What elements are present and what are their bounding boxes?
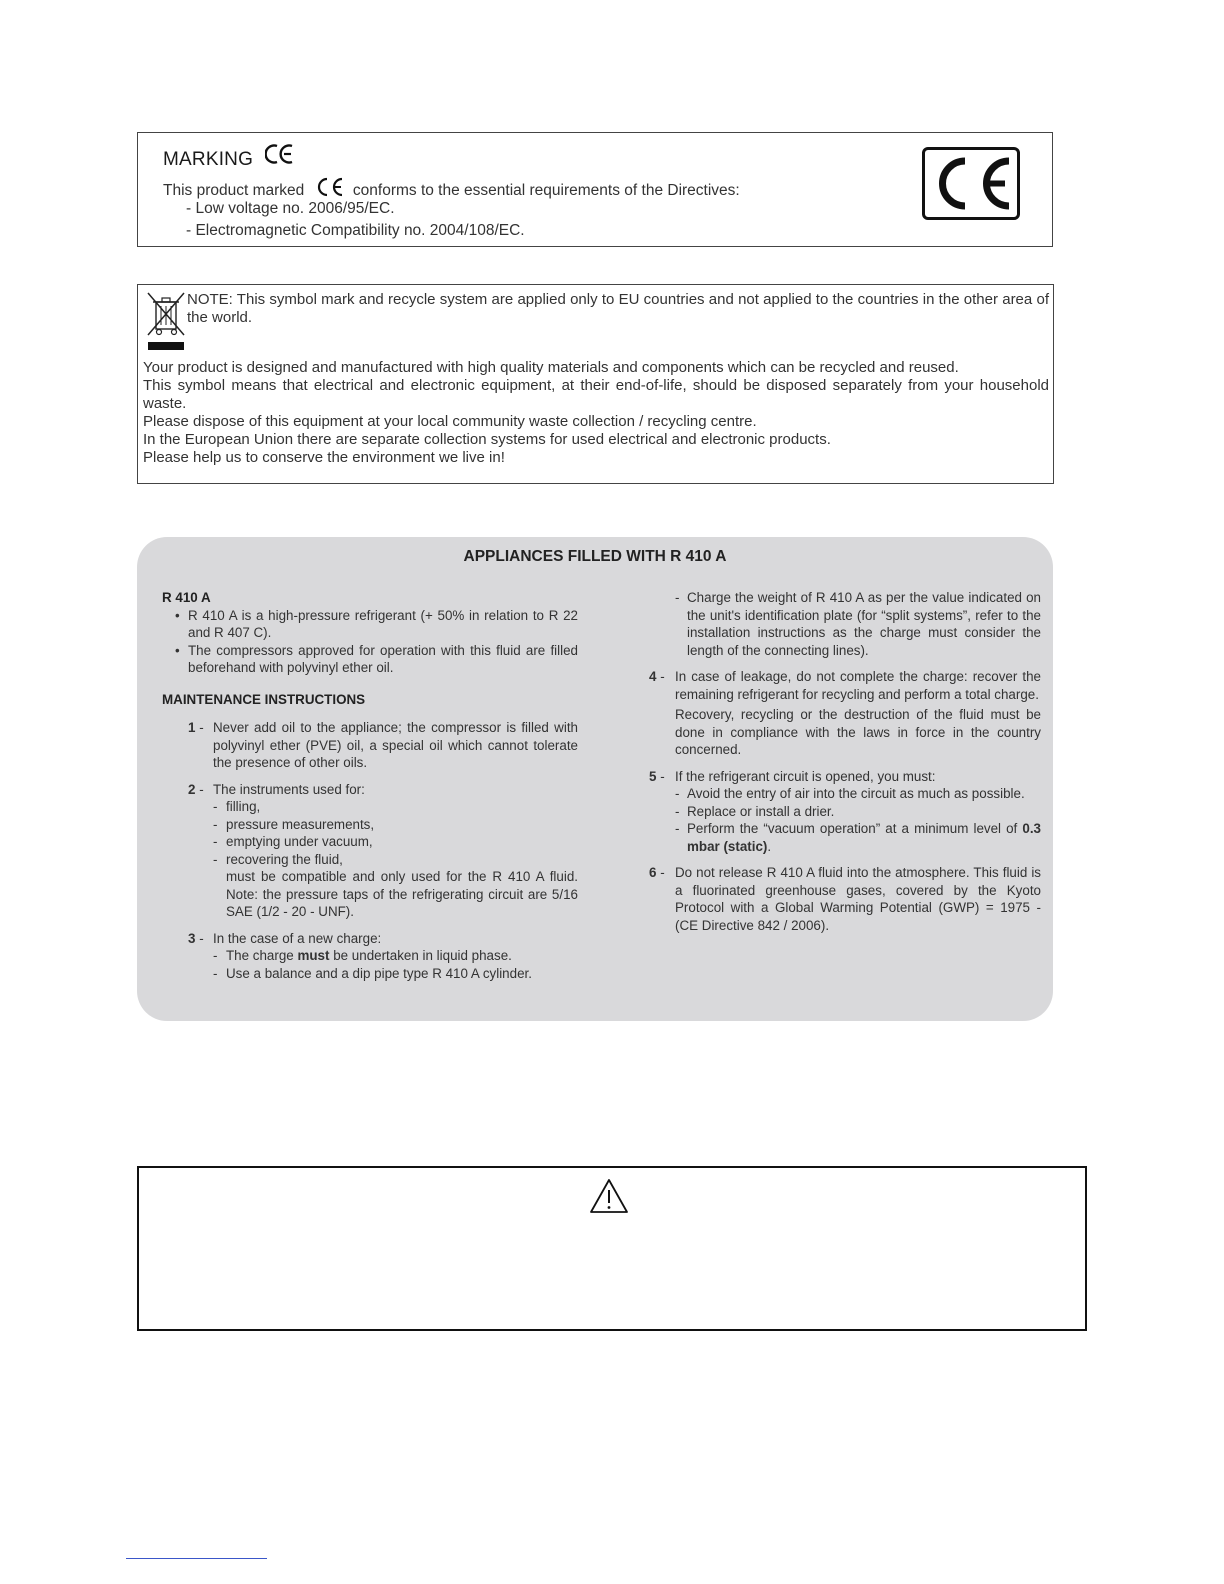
sub-item: - filling, <box>213 799 261 814</box>
item-text: Never add oil to the appliance; the compressor is filled with polyvinyl ether (PVE) oil, a special oil which cannot tolerate the presence of other oils. <box>213 720 578 770</box>
maintenance-item-3 <box>162 930 578 948</box>
crossed-bin-icon <box>144 289 188 339</box>
maintenance-heading: MAINTENANCE INSTRUCTIONS <box>162 691 366 707</box>
item-text: In case of leakage, do not complete the charge: recover the remaining refrigerant for recycling and perform a total charge. <box>675 669 1041 702</box>
sub-item: - pressure measurements, <box>213 816 375 832</box>
marking-title <box>163 143 295 171</box>
sub-item: - Replace or install a drier. <box>675 803 835 819</box>
item-number: 1 - <box>188 720 204 735</box>
recycle-paragraph: This symbol means that electrical and electronic equipment, at their end-of-life, should be disposed separately from your household waste. <box>143 377 1049 412</box>
item-number: 4 - <box>649 669 665 684</box>
recycle-paragraph: Please help us to conserve the environment we live in! <box>143 449 505 466</box>
sub-item: - emptying under vacuum, <box>213 834 373 849</box>
sub-item: - The charge must be undertaken in liquid phase. <box>213 948 512 963</box>
r410a-title: APPLIANCES FILLED WITH R 410 A <box>463 548 727 565</box>
recycle-paragraph: Your product is designed and manufactured with high quality materials and components which can be recycled and reused. <box>143 359 959 376</box>
maintenance-item-5 <box>649 768 1041 786</box>
warning-triangle-icon <box>589 1178 629 1214</box>
r410a-bullet <box>162 642 578 677</box>
item-text: The instruments used for: <box>213 781 365 797</box>
recycle-body <box>143 359 1049 467</box>
item-number: 3 - <box>188 930 204 946</box>
r410a-heading: R 410 A <box>162 590 211 605</box>
marking-title-text: MARKING <box>163 149 254 170</box>
directive-emc: - Electromagnetic Compatibility no. 2004/108/EC. <box>186 222 525 239</box>
marking-sentence-end: conforms to the essential requirements of the Directives: <box>352 182 740 199</box>
maintenance-item-6 <box>649 864 1041 934</box>
recycle-note: NOTE: This symbol mark and recycle system are applied only to EU countries and not applied to the countries in the other area of the world. <box>187 291 1049 326</box>
recycle-paragraph: Please dispose of this equipment at your local community waste collection / recycling centre. <box>143 413 757 430</box>
marking-sentence-start: This product marked <box>163 182 305 199</box>
sub-item: - Use a balance and a dip pipe type R 410 A cylinder. <box>213 965 532 981</box>
item-text: In the case of a new charge: <box>213 930 382 946</box>
recycle-paragraph: In the European Union there are separate collection systems for used electrical and electronic products. <box>143 431 831 448</box>
bin-underline-bar <box>148 342 184 350</box>
bullet-text: The compressors approved for operation with this fluid are filled beforehand with polyvinyl ether oil. <box>188 642 578 675</box>
item-text: Do not release R 410 A fluid into the atmosphere. This fluid is a fluorinated greenhouse gases, covered by the Kyoto Protocol with a Global Warming Potential (GWP) = 1975 - (CE Directive 842 / 2006). <box>675 865 1041 933</box>
sub-item: - Avoid the entry of air into the circuit as much as possible. <box>675 786 1025 801</box>
recycle-box <box>137 284 1054 484</box>
r410a-left-column <box>162 589 578 982</box>
footer-rule <box>126 1558 267 1559</box>
bullet-dot-icon: • <box>175 642 180 658</box>
directive-low-voltage: - Low voltage no. 2006/95/EC. <box>186 200 395 217</box>
bullet-dot-icon: • <box>175 607 180 623</box>
r410a-right-column <box>649 589 1041 934</box>
ce-logo-icon <box>925 150 1017 217</box>
r410a-bullet <box>162 607 578 642</box>
item-number: 2 - <box>188 781 204 797</box>
sub-item: - Perform the “vacuum operation” at a minimum level of 0.3 mbar (static). <box>675 821 1041 854</box>
maintenance-item-2 <box>162 781 578 799</box>
item-number: 5 - <box>649 768 665 784</box>
ce-mark-icon <box>265 143 295 165</box>
r410a-panel <box>137 537 1053 1021</box>
marking-box <box>137 132 1053 247</box>
maintenance-item-1 <box>162 719 578 772</box>
item-text: If the refrigerant circuit is opened, you must: <box>675 768 936 784</box>
ce-logo-box <box>922 147 1020 220</box>
item-2-continuation: must be compatible and only used for the R 410 A fluid. Note: the pressure taps of the refrigerating circuit are 5/16 SAE (1/2 - 20 - UNF). <box>226 869 578 919</box>
sub-item: - recovering the fluid, <box>213 851 343 867</box>
bullet-text: R 410 A is a high-pressure refrigerant (+ 50% in relation to R 22 and R 407 C). <box>188 607 578 640</box>
item-number: 6 - <box>649 865 665 880</box>
marking-sentence <box>163 177 740 200</box>
ce-mark-inline-icon <box>315 177 345 197</box>
sub-item: - Charge the weight of R 410 A as per the value indicated on the unit's identification plate (for “split systems”, refer to the installation instructions as the charge must consider the length of the connecting lines). <box>675 590 1041 658</box>
item-4-continuation: Recovery, recycling or the destruction of the fluid must be done in compliance with the laws in force in the country concerned. <box>675 707 1041 757</box>
warning-box <box>137 1166 1087 1331</box>
maintenance-item-4 <box>649 668 1041 703</box>
